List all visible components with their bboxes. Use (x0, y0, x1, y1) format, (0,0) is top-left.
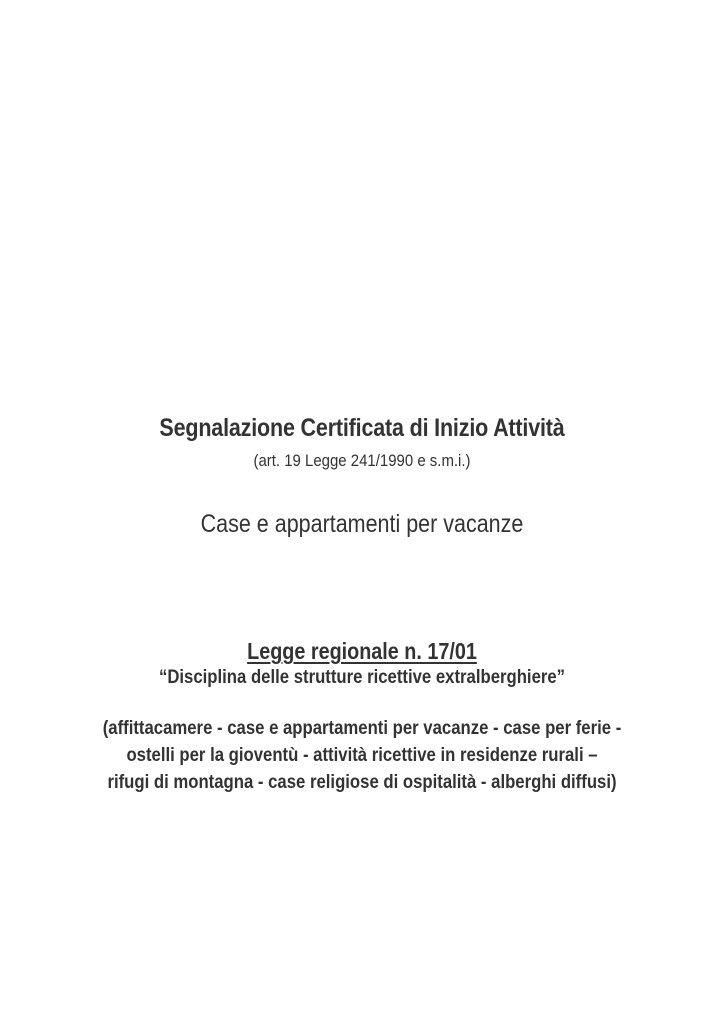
scope-line: rifugi di montagna - case religiose di ospitalità - alberghi diffusi) (107, 772, 617, 793)
law-name: Legge regionale n. 17/01 (247, 638, 477, 664)
document-title: Segnalazione Certificata di Inizio Attività (159, 414, 565, 442)
legal-reference: (art. 19 Legge 241/1990 e s.m.i.) (253, 451, 471, 470)
scope-line: (affittacamere - case e appartamenti per vacanze - case per ferie - (102, 718, 622, 739)
category-heading: Case e appartamenti per vacanze (200, 510, 524, 538)
law-title: “Disciplina delle strutture ricettive extralberghiere” (158, 667, 566, 688)
scope-line: ostelli per la gioventù - attività ricettive in residenze rurali – (126, 745, 598, 766)
